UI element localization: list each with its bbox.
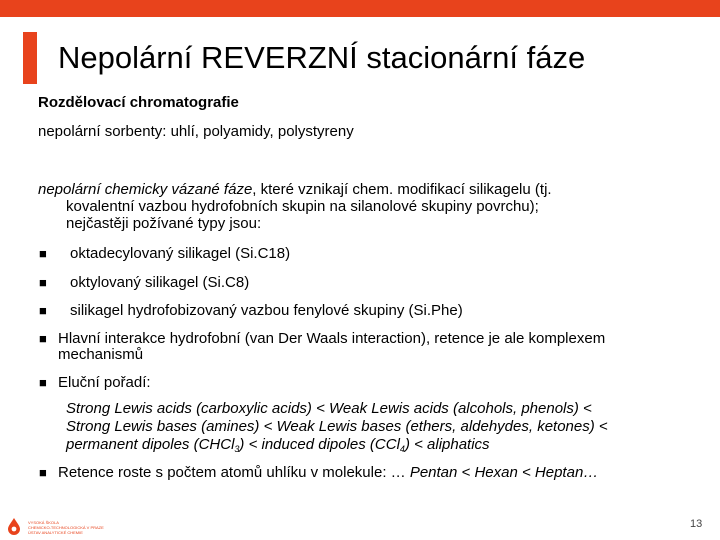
footer-line-2: CHEMICKO-TECHNOLOGICKÁ V PRAZE: [28, 525, 104, 530]
elution-l3-sub2: 4: [399, 444, 405, 454]
bullet-text-c18: oktadecylovaný silikagel (Si.C18): [70, 245, 291, 262]
elution-l3-c: ) < aliphatics: [404, 436, 490, 453]
bullet-text-interaction-2: mechanismů: [58, 346, 144, 363]
bullet-icon: [39, 302, 47, 319]
elution-l3-a: permanent dipoles (CHCl: [66, 436, 235, 453]
bullet-icon: [39, 330, 47, 347]
footer-institution: [28, 520, 104, 535]
bullet-icon: [39, 245, 47, 262]
bullet-icon: [39, 374, 47, 391]
bullet-text-phe: silikagel hydrofobizovaný vazbou fenylové skupiny (Si.Phe): [70, 302, 463, 319]
footer-line-1: VYSOKÁ ŠKOLA: [28, 520, 59, 525]
title-accent-block: [23, 32, 37, 84]
elution-l3-sub1: 3: [234, 444, 240, 454]
intro-italic: nepolární chemicky vázané fáze: [38, 181, 253, 198]
retention-plain: Retence roste s počtem atomů uhlíku v molekule: …: [58, 464, 410, 481]
retention-italic: Pentan < Hexan < Heptan…: [409, 464, 599, 481]
slide-title: Nepolární REVERZNÍ stacionární fáze: [58, 40, 586, 75]
bullet-icon: [39, 274, 47, 291]
bullet-icon: [39, 464, 47, 481]
university-logo-icon: [4, 516, 24, 536]
footer-line-3: ÚSTAV ANALYTICKÉ CHEMIE: [28, 530, 83, 535]
elution-line-1: Strong Lewis acids (carboxylic acids) < Weak Lewis acids (alcohols, phenols) <: [66, 400, 592, 417]
elution-line-2: Strong Lewis bases (amines) < Weak Lewis bases (ethers, aldehydes, ketones) <: [66, 418, 608, 435]
bullet-text-c8: oktylovaný silikagel (Si.C8): [70, 274, 250, 291]
intro-line-2: kovalentní vazbou hydrofobních skupin na silanolové skupiny povrchu);: [66, 198, 539, 215]
elution-line-3: [66, 436, 490, 453]
intro-line-1: [38, 181, 552, 198]
sorbents-line: nepolární sorbenty: uhlí, polyamidy, polystyreny: [38, 123, 354, 140]
bullet-text-elution: Eluční pořadí:: [58, 374, 151, 391]
bullet-text-retention: [58, 464, 598, 481]
intro-rest: , které vznikají chem. modifikací silikagelu (tj.: [252, 181, 552, 198]
intro-line-3: nejčastěji požívané typy jsou:: [66, 215, 262, 232]
page-number: 13: [690, 518, 703, 530]
bullet-text-interaction-1: Hlavní interakce hydrofobní (van Der Waals interaction), retence je ale komplexem: [58, 330, 606, 347]
section-heading: Rozdělovací chromatografie: [38, 94, 239, 111]
elution-l3-b: ) < induced dipoles (CCl: [239, 436, 400, 453]
top-accent-bar: [0, 0, 720, 17]
